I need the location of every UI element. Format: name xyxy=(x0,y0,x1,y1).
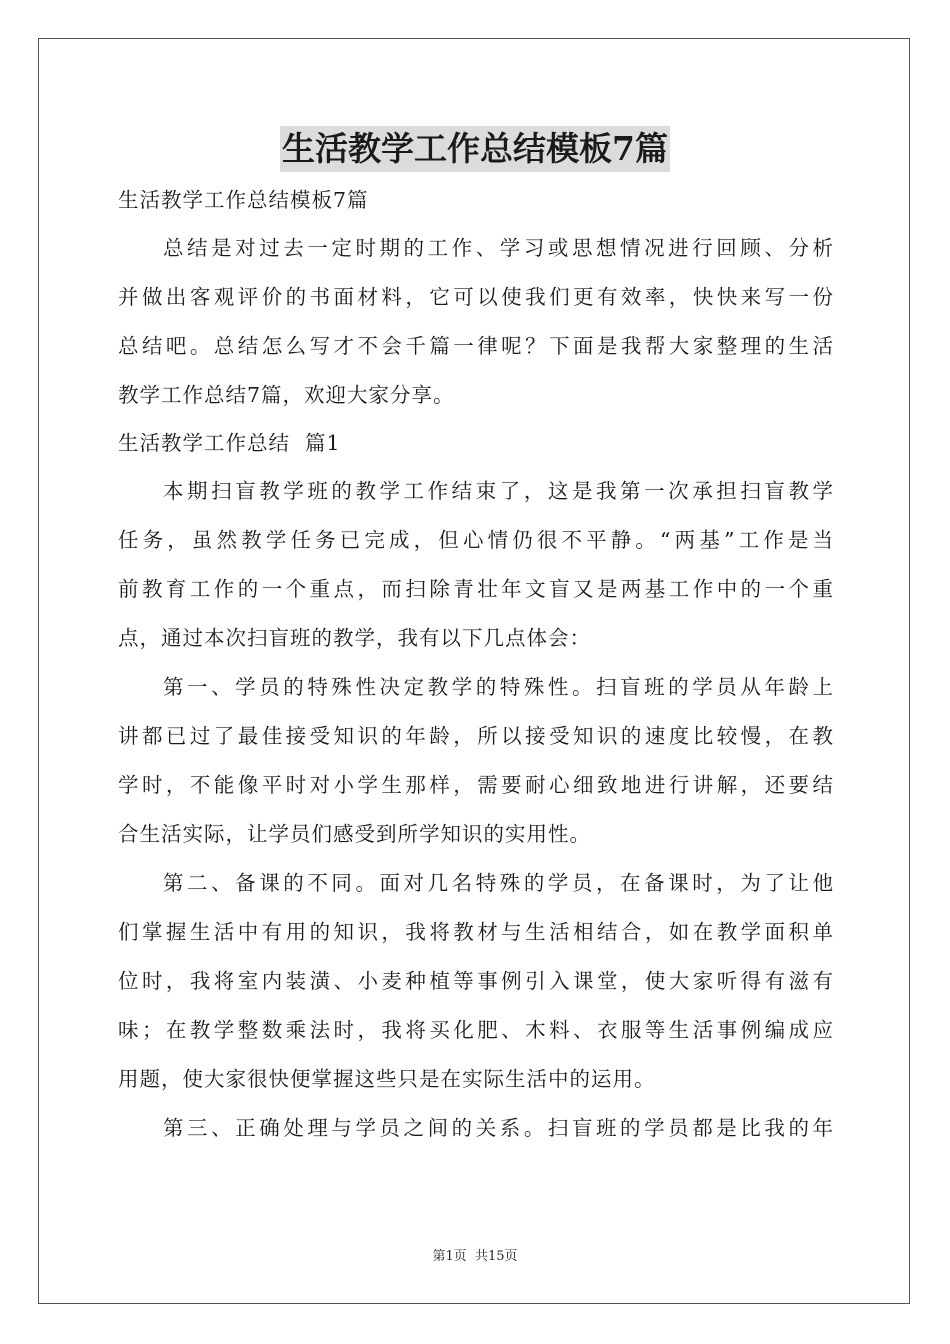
document-subtitle: 生活教学工作总结模板7篇 xyxy=(118,188,369,212)
paragraph-line: 学时，不能像平时对小学生那样，需要耐心细致地进行讲解，还要结 xyxy=(118,773,834,797)
paragraph-line: 任务，虽然教学任务已完成，但心情仍很不平静。“两基”工作是当 xyxy=(118,528,834,552)
paragraph-line: 前教育工作的一个重点，而扫除青壮年文盲又是两基工作中的一个重 xyxy=(118,577,834,601)
paragraph-line: 点，通过本次扫盲班的教学，我有以下几点体会： xyxy=(118,626,591,650)
document-title: 生活教学工作总结模板7篇 xyxy=(280,126,670,172)
title-area xyxy=(0,126,950,172)
intro-line: 总结吧。总结怎么写才不会千篇一律呢？下面是我帮大家整理的生活 xyxy=(118,334,834,358)
paragraph-line: 味；在教学整数乘法时，我将买化肥、木料、衣服等生活事例编成应 xyxy=(118,1018,834,1042)
page-number: 第1页 xyxy=(432,1249,467,1264)
paragraph-line: 讲都已过了最佳接受知识的年龄，所以接受知识的速度比较慢，在教 xyxy=(118,724,834,748)
page-footer xyxy=(0,1248,950,1266)
intro-line: 教学工作总结7篇，欢迎大家分享。 xyxy=(118,383,455,407)
paragraph-line: 第二、备课的不同。面对几名特殊的学员，在备课时，为了让他 xyxy=(163,871,834,895)
paragraph-line: 第一、学员的特殊性决定教学的特殊性。扫盲班的学员从年龄上 xyxy=(163,675,834,699)
section-heading: 生活教学工作总结 篇1 xyxy=(118,431,341,455)
paragraph-line: 第三、正确处理与学员之间的关系。扫盲班的学员都是比我的年 xyxy=(163,1116,834,1140)
intro-line: 并做出客观评价的书面材料，它可以使我们更有效率，快快来写一份 xyxy=(118,285,834,309)
document-body xyxy=(118,181,834,1148)
paragraph-line: 合生活实际，让学员们感受到所学知识的实用性。 xyxy=(118,822,591,846)
paragraph-line: 用题，使大家很快便掌握这些只是在实际生活中的运用。 xyxy=(118,1067,656,1091)
paragraph-line: 们掌握生活中有用的知识，我将教材与生活相结合，如在教学面积单 xyxy=(118,920,834,944)
paragraph-line: 本期扫盲教学班的教学工作结束了，这是我第一次承担扫盲教学 xyxy=(163,479,834,503)
page-total: 共15页 xyxy=(474,1249,518,1264)
intro-line: 总结是对过去一定时期的工作、学习或思想情况进行回顾、分析 xyxy=(163,236,834,260)
paragraph-line: 位时，我将室内装潢、小麦种植等事例引入课堂，使大家听得有滋有 xyxy=(118,969,834,993)
